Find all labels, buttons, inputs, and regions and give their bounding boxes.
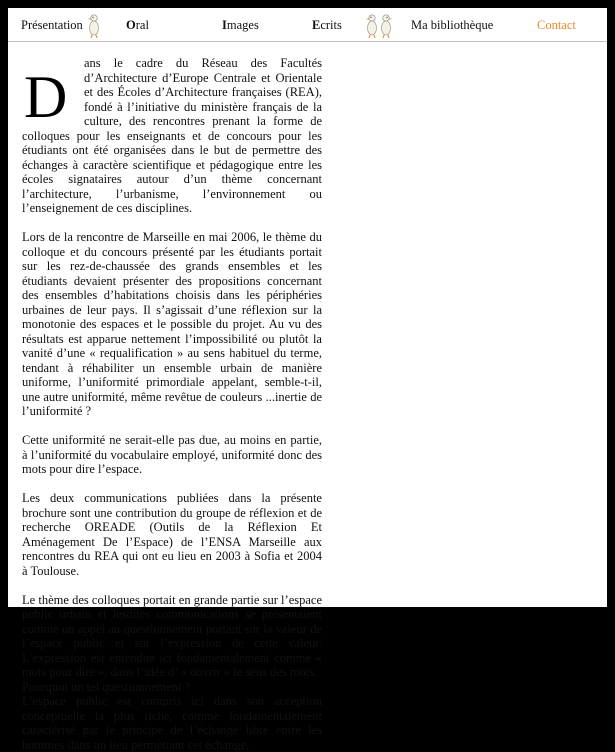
article-paragraph: Lors de la rencontre de Marseille en mai 2006, le thème du colloque et du concours présenté par les étudiants portait sur les rez-de-chaussée des grands ensembles et les étudiants devaient présenter des propositions concernant des ensembles d’habitations choisis dans les périphéries urbaines de leur pays. Il s’agissait d’une réflexion sur la monotonie des espaces et le possible du projet. Au vu des résultats est apparue nettement l’impossibilité ou plutôt la vanité d’une « requalification » au sens habituel du terme, tendant à réhabiliter un ensemble urbain de manière uniforme, l’uniformité primordiale appelant, semble-t-il, une autre uniformité, même revêtue de couleurs ...inertie de l’uniformité ? — [22, 230, 322, 418]
article-paragraph: L’espace public est compris ici dans son acception conceptuelle la plus riche, comme fondamentalement caractérisé par le principe de l’échange libre entre les hommes dans un lieu permettant cet échange, — [22, 694, 322, 752]
article-paragraph: Pourquoi un tel questionnement ? — [22, 679, 191, 694]
duck-icon — [87, 11, 101, 39]
nav-item-ma-bibliotheque[interactable]: Ma bibliothèque — [411, 18, 494, 32]
article-paragraph: D ans le cadre du Réseau des Facultés d’Architecture d’Europe Centrale et Orientale et des Écoles d’Architecture françaises (REA), fondé à l’initiative du ministère français de la culture, des rencontres prenant la forme de colloques pour les enseignants et de concours pour les étudiants ont été organisées dans le but de permettre des échanges à caractère scientifique et pédagogique entre les écoles signataires autour d’un thème concernant l’architecture, l’urbanisme, l’environnement ou l’enseignement de ces disciplines. — [22, 56, 322, 215]
article-paragraph: Cette uniformité ne serait-elle pas due, au moins en partie, à l’uniformité du vocabulaire employé, uniformité donc des mots pour dire l’espace. — [22, 433, 322, 476]
nav-item-oral[interactable]: Oral — [126, 18, 149, 32]
drop-cap: D — [24, 64, 68, 130]
nav-item-images[interactable]: Images — [222, 18, 259, 32]
top-navigation — [8, 8, 607, 40]
article-body — [22, 56, 322, 752]
nav-item-presentation[interactable]: Présentation — [21, 18, 83, 32]
nav-item-contact[interactable]: Contact — [537, 18, 576, 32]
article-paragraph: Le thème des colloques portait en grande partie sur l’espace public urbain et lesdites communications se présentaient comme un appel au questionnement portant sur la valeur de l’espace public et sur l’expression de cette valeur. L’expression est entendue ici fondamentalement comme « mots pour dire », dans l’idée d’ « ouvrir » le sens des mots. — [22, 592, 322, 679]
nav-item-ecrits[interactable]: Ecrits — [312, 18, 342, 32]
nav-divider — [8, 41, 607, 42]
duck-icon — [379, 11, 393, 39]
page-frame — [8, 8, 607, 752]
article-paragraph: Les deux communications publiées dans la présente brochure sont une contribution du groupe de réflexion et de recherche OREADE (Outils de la Réflexion Et Aménagement De l’Espace) de l’ENSA Marseille aux rencontres du REA qui ont eu lieu en 2003 à Sofia et 2004 à Toulouse. — [22, 491, 322, 578]
duck-icon — [365, 11, 379, 39]
